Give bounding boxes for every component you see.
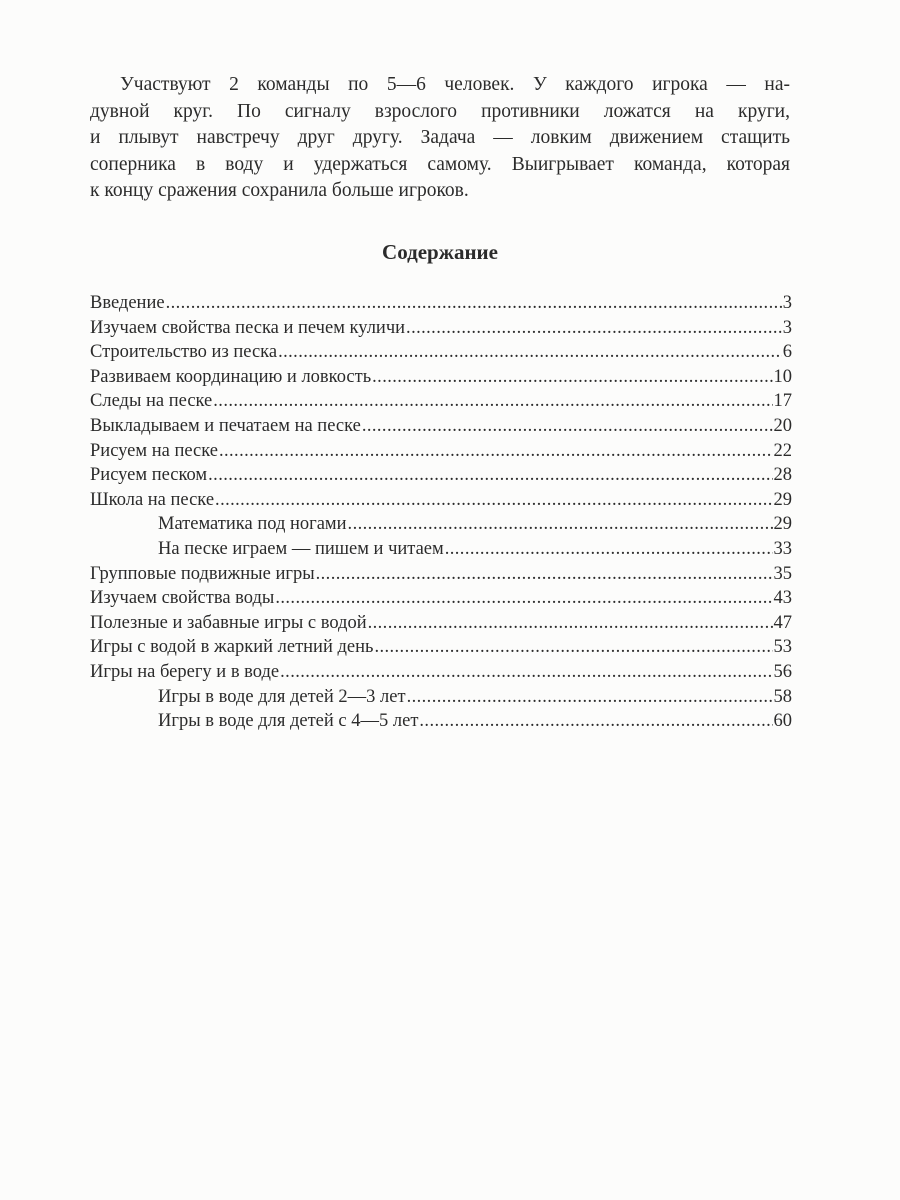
toc-dot-leader bbox=[368, 611, 773, 636]
toc-entry bbox=[90, 439, 792, 464]
paragraph-line: к концу сражения сохранила больше игроков. bbox=[90, 180, 469, 202]
toc-entry bbox=[90, 389, 792, 414]
toc-entry-label: Групповые подвижные игры bbox=[90, 563, 315, 584]
toc-dot-leader bbox=[275, 586, 772, 611]
toc-dot-leader bbox=[166, 291, 782, 316]
toc-entry-label: На песке играем — пишем и читаем bbox=[158, 538, 444, 559]
paragraph-line: и плывут навстречу друг другу. Задача — ловким движением стащить bbox=[90, 127, 790, 149]
toc-entry bbox=[90, 685, 792, 710]
toc-entry-page: 35 bbox=[773, 563, 792, 584]
toc-entry bbox=[90, 316, 792, 341]
toc-entry-page: 10 bbox=[773, 366, 792, 387]
toc-entry-label: Полезные и забавные игры с водой bbox=[90, 612, 367, 633]
toc-entry-label: Выкладываем и печатаем на песке bbox=[90, 415, 361, 436]
toc-dot-leader bbox=[406, 316, 782, 341]
toc-entry-label: Рисуем песком bbox=[90, 465, 208, 486]
toc-entry bbox=[90, 586, 792, 611]
table-of-contents bbox=[90, 291, 792, 734]
toc-entry bbox=[90, 414, 792, 439]
toc-entry-page: 56 bbox=[773, 661, 792, 682]
toc-entry-label: Изучаем свойства воды bbox=[90, 588, 275, 609]
toc-entry-page: 29 bbox=[773, 489, 792, 510]
toc-entry-page: 6 bbox=[782, 342, 792, 363]
toc-dot-leader bbox=[374, 635, 772, 660]
toc-entry-page: 28 bbox=[773, 465, 792, 486]
body-paragraph bbox=[90, 72, 790, 205]
toc-entry bbox=[90, 463, 792, 488]
toc-entry-page: 58 bbox=[773, 686, 792, 707]
toc-title: Содержание bbox=[382, 240, 498, 264]
paragraph-line: дувной круг. По сигналу взрослого противники ложатся на круги, bbox=[90, 100, 790, 122]
toc-dot-leader bbox=[445, 537, 773, 562]
toc-entry bbox=[90, 537, 792, 562]
toc-entry-label: Школа на песке bbox=[90, 489, 215, 510]
toc-dot-leader bbox=[280, 660, 772, 685]
toc-dot-leader bbox=[348, 512, 773, 537]
paragraph-line: соперника в воду и удержаться самому. Выигрывает команда, которая bbox=[90, 153, 790, 175]
toc-entry-page: 53 bbox=[773, 637, 792, 658]
toc-entry-page: 60 bbox=[773, 711, 792, 732]
toc-entry-label: Математика под ногами bbox=[158, 514, 347, 535]
toc-entry bbox=[90, 660, 792, 685]
toc-entry bbox=[90, 512, 792, 537]
toc-entry-label: Игры с водой в жаркий летний день bbox=[90, 637, 374, 658]
toc-entry bbox=[90, 709, 792, 734]
toc-dot-leader bbox=[219, 439, 773, 464]
toc-entry-label: Строительство из песка bbox=[90, 342, 278, 363]
toc-entry-page: 47 bbox=[773, 612, 792, 633]
toc-dot-leader bbox=[372, 365, 772, 390]
toc-entry bbox=[90, 291, 792, 316]
toc-entry-page: 29 bbox=[773, 514, 792, 535]
toc-entry-label: Игры в воде для детей с 4—5 лет bbox=[158, 711, 419, 732]
toc-entry bbox=[90, 611, 792, 636]
toc-entry bbox=[90, 488, 792, 513]
toc-dot-leader bbox=[208, 463, 772, 488]
toc-dot-leader bbox=[213, 389, 772, 414]
toc-dot-leader bbox=[407, 685, 773, 710]
toc-dot-leader bbox=[362, 414, 773, 439]
toc-entry-label: Рисуем на песке bbox=[90, 440, 218, 461]
toc-entry-label: Изучаем свойства песка и печем куличи bbox=[90, 317, 406, 338]
toc-entry-label: Следы на песке bbox=[90, 391, 213, 412]
toc-entry-page: 43 bbox=[773, 588, 792, 609]
toc-entry-label: Развиваем координацию и ловкость bbox=[90, 366, 372, 387]
toc-entry-page: 3 bbox=[782, 293, 792, 313]
toc-dot-leader bbox=[215, 488, 772, 513]
toc-entry-page: 22 bbox=[773, 440, 792, 461]
toc-entry bbox=[90, 365, 792, 390]
toc-entry bbox=[90, 635, 792, 660]
toc-entry-label: Введение bbox=[90, 293, 165, 313]
toc-entry-page: 17 bbox=[773, 391, 792, 412]
paragraph-line: Участвуют 2 команды по 5—6 человек. У каждого игрока — на- bbox=[120, 74, 790, 95]
toc-entry-page: 20 bbox=[773, 415, 792, 436]
toc-dot-leader bbox=[278, 340, 782, 365]
toc-dot-leader bbox=[419, 709, 772, 734]
toc-entry-page: 33 bbox=[773, 538, 792, 559]
toc-entry-label: Игры на берегу и в воде bbox=[90, 661, 280, 682]
toc-dot-leader bbox=[316, 562, 773, 587]
toc-entry-page: 3 bbox=[782, 317, 792, 338]
toc-entry bbox=[90, 340, 792, 365]
toc-entry-label: Игры в воде для детей 2—3 лет bbox=[158, 686, 406, 707]
toc-entry bbox=[90, 562, 792, 587]
